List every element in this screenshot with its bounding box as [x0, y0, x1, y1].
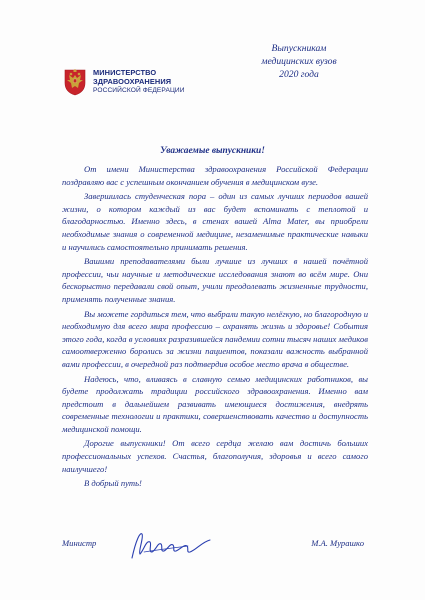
ministry-line-1: МИНИСТЕРСТВО	[93, 67, 157, 77]
handwritten-signature-icon	[126, 528, 216, 562]
ministry-line-2: ЗДРАВООХРАНЕНИЯ	[93, 76, 172, 86]
signature-row	[62, 534, 368, 564]
addressee-line-3: 2020 года	[279, 69, 319, 80]
addressee-block	[239, 42, 359, 81]
paragraph-7: В добрый путь!	[84, 478, 142, 489]
paragraph-6: Дорогие выпускники! От всего сердца желаю вам достичь больших профессиональных успехов. Счастья, благополучия, здоровья и всего самого наилучшего!	[62, 438, 368, 474]
paragraph-2: Завершилась студенческая пора – один из самых лучших периодов вашей жизни, о котором каждый из вас будет вспоминать с теплотой и благодарностью. Именно здесь, в стенах вашей Alma Mater, вы приобрели необходимые знания о современной медицине, незаменимые практические навыки и научились самостоятельно принимать решения.	[62, 191, 368, 252]
signatory-name: М.А. Мурашко	[311, 538, 364, 548]
letter-body	[62, 163, 368, 492]
paragraph-1: От имени Министерства здравоохранения Российской Федерации поздравляю вас с успешным окончанием обучения в медицинском вузе.	[62, 164, 368, 187]
paragraph-3: Вашими преподавателями были лучшие из лучших в нашей почётной профессии, чьи научные и методические исследования знают во всём мире. Они бескорыстно передавали свой опыт, учили преодолевать жизненные трудности, применять полученные знания.	[62, 256, 368, 304]
addressee-line-2: медицинских вузов	[261, 56, 337, 67]
paragraph-5: Надеюсь, что, вливаясь в славную семью медицинских работников, вы будете продолжать традиции российского здравоохранения. Именно вам предстоит в дальнейшем развивать имеющиеся достижения, внедрять современные технологии и практики, совершенствовать качество и доступность медицинской помощи.	[62, 373, 368, 434]
signatory-title: Министр	[62, 538, 97, 548]
ministry-header	[62, 66, 185, 96]
ministry-line-3: РОССИЙСКОЙ ФЕДЕРАЦИИ	[93, 86, 185, 94]
paragraph-4: Вы можете гордиться тем, что выбрали такую нелёгкую, но благородную и необходимую для всего мира профессию – охранять жизнь и здоровье! События этого года, когда в условиях разразившейся пандемии сотни тысяч наших медиков самоотверженно боролись за жизни пациентов, показали важность выбранной вами профессии, в очередной раз подтвердив особое место врача в обществе.	[62, 308, 368, 369]
salutation: Уважаемые выпускники!	[160, 146, 265, 156]
addressee-line-1: Выпускникам	[271, 43, 327, 54]
double-headed-eagle-emblem-icon	[62, 66, 88, 96]
